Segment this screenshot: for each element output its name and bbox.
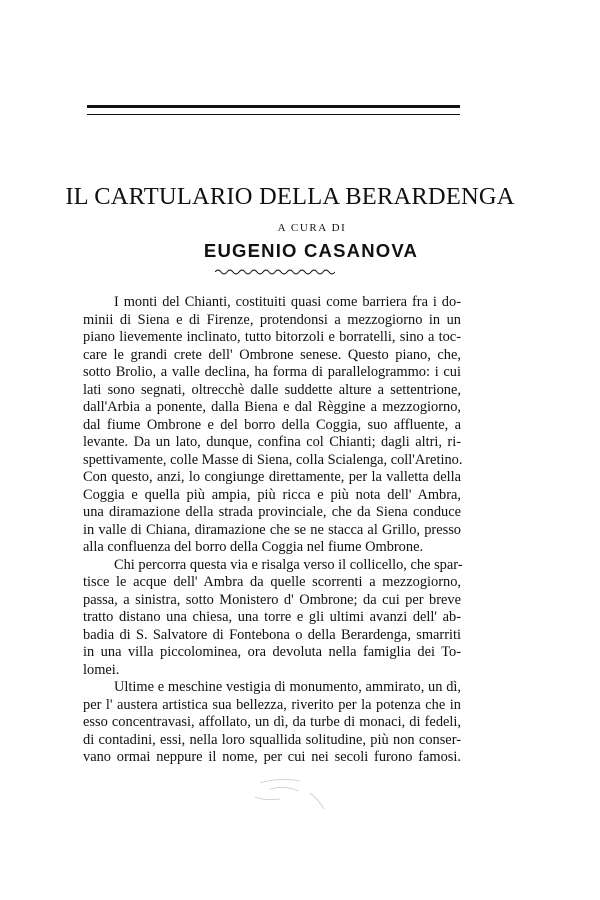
text-line: badia di S. Salvatore di Fontebona o della Berardenga, smarriti: [83, 626, 461, 643]
text-line: care le grandi crete dell' Ombrone senese. Questo piano, che,: [83, 346, 461, 363]
text-line: spettivamente, colle Masse di Siena, colla Scialenga, coll'Aretino.: [83, 451, 463, 468]
text-line: tisce le acque dell' Ambra da quelle scorrenti a mezzogiorno,: [83, 574, 461, 590]
wavy-divider-ornament: [215, 268, 335, 276]
text-line: vano ormai neppure il nome, per cui nei secoli furono famosi.: [83, 749, 461, 765]
text-line: una diramazione della strada provinciale, che da Siena conduce: [83, 504, 461, 520]
text-line: tratto distano una chiesa, una torre e gli ultimi avanzi dell' ab-: [83, 609, 461, 625]
text-line: esso concentravasi, affollato, un dì, da turbe di monaci, di fedeli,: [83, 714, 461, 730]
text-line: Coggia e quella più ampia, più ricca e più nota dell' Ambra,: [83, 486, 461, 503]
text-line: in valle di Chiana, diramazione che se ne stacca al Grillo, presso: [83, 521, 461, 538]
text-line: dall'Arbia a ponente, dalla Biena e dal Règgine a mezzogiorno,: [83, 399, 461, 415]
text-line: I monti del Chianti, costituiti quasi come barriera fra i do-: [114, 294, 461, 310]
article-body: [83, 294, 461, 767]
text-line: Chi percorra questa via e risalga verso il collicello, che spar-: [114, 556, 463, 573]
text-line: Ultime e meschine vestigia di monumento, ammirato, un dì,: [114, 679, 461, 695]
top-rule-thin: [87, 114, 460, 115]
text-line: lomei.: [83, 661, 120, 678]
text-line: levante. Da un lato, dunque, confina col Chianti; dagli altri, ri-: [83, 434, 461, 450]
text-line: Con questo, anzi, lo congiunge direttamente, per la valletta della: [83, 469, 461, 485]
page-smudge-mark: [240, 775, 350, 815]
text-line: minii di Siena e di Firenze, protendonsi a mezzogiorno in un: [83, 311, 461, 328]
text-line: alla confluenza del borro della Coggia nel fiume Ombrone.: [83, 539, 424, 555]
article-title: IL CARTULARIO DELLA BERARDENGA: [65, 183, 515, 210]
text-line: di contadini, essi, nella loro squallida solitudine, più non conser-: [83, 731, 461, 748]
author-name: EUGENIO CASANOVA: [203, 240, 419, 261]
text-line: lati sono segnati, oltrecchè dalle suddette alture a settentrione,: [83, 381, 461, 398]
text-line: per l' austera artistica sua bellezza, riverito per la potenza che in: [83, 696, 461, 713]
top-rule-thick: [87, 105, 460, 108]
editor-credit: A CURA DI: [277, 222, 347, 234]
text-line: dal fiume Ombrone e del borro della Coggia, suo affluente, a: [83, 416, 461, 433]
text-line: sotto Brolio, a valle declina, ha forma di parallelogrammo: i cui: [83, 364, 461, 380]
text-line: in una villa piccolominea, ora devoluta nella famiglia dei To-: [83, 644, 461, 660]
text-line: passa, a sinistra, sotto Monistero d' Ombrone; da cui per breve: [83, 591, 461, 608]
text-line: piano lievemente inclinato, tutto bitorzoli e borratelli, sino a toc-: [83, 329, 461, 345]
